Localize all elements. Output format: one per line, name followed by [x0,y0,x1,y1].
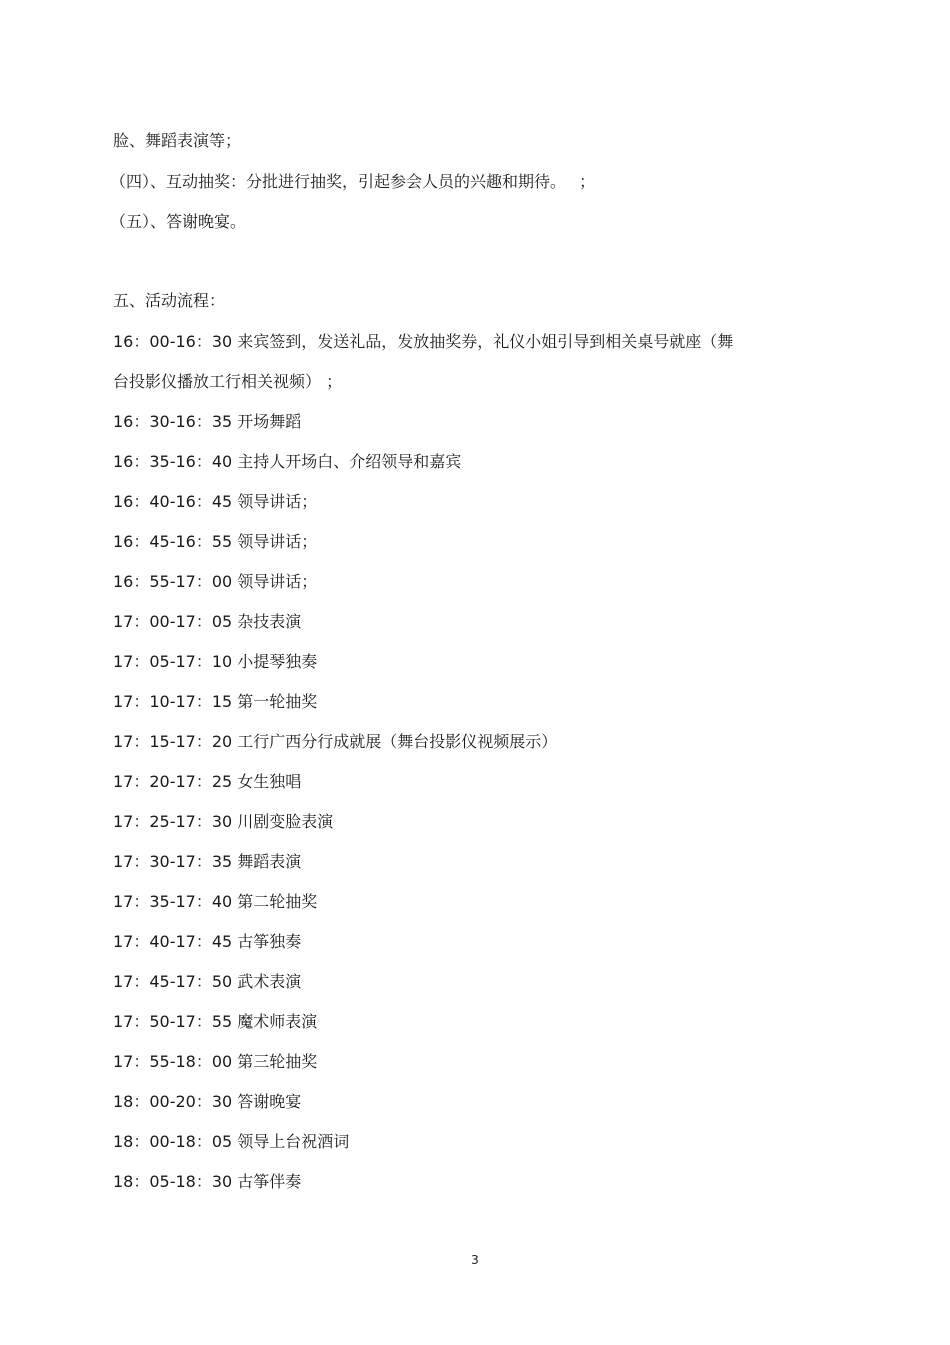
schedule-row: 17：30-17：35 舞蹈表演 [113,852,302,871]
schedule-row: 17：50-17：55 魔术师表演 [113,1012,318,1031]
intro-line: 脸、舞蹈表演等； [113,131,242,150]
page-number: 3 [471,1253,479,1267]
schedule-row: 16：35-16：40 主持人开场白、介绍领导和嘉宾 [113,452,462,471]
schedule-row: 17：20-17：25 女生独唱 [113,772,302,791]
schedule-row: 18：05-18：30 古筝伴奏 [113,1172,302,1191]
schedule-row: 17：55-18：00 第三轮抽奖 [113,1052,318,1071]
schedule-row: 16：45-16：55 领导讲话； [113,532,318,551]
intro-line: （四）、互动抽奖：分批进行抽奖，引起参会人员的兴趣和期待。 ； [110,172,596,191]
schedule-row: 18：00-18：05 领导上台祝酒词 [113,1132,350,1151]
schedule-row: 17：45-17：50 武术表演 [113,972,302,991]
schedule-row: 17：05-17：10 小提琴独奏 [113,652,318,671]
schedule-row: 17：00-17：05 杂技表演 [113,612,302,631]
intro-line: （五）、答谢晚宴。 [110,212,247,231]
schedule-row: 18：00-20：30 答谢晚宴 [113,1092,302,1111]
schedule-row: 16：30-16：35 开场舞蹈 [113,412,302,431]
schedule-row: 16：55-17：00 领导讲话； [113,572,318,591]
schedule-row: 16：40-16：45 领导讲话； [113,492,318,511]
schedule-row: 16：00-16：30 来宾签到，发送礼品，发放抽奖券，礼仪小姐引导到相关桌号就座（舞 [113,332,734,351]
section-title: 五、活动流程： [113,291,226,310]
schedule-row: 17：40-17：45 古筝独奏 [113,932,302,951]
schedule-row: 17：35-17：40 第二轮抽奖 [113,892,318,911]
schedule-row: 17：15-17：20 工行广西分行成就展（舞台投影仪视频展示） [113,732,558,751]
schedule-row-continuation: 台投影仪播放工行相关视频） ； [113,372,343,391]
schedule-row: 17：10-17：15 第一轮抽奖 [113,692,318,711]
schedule-row: 17：25-17：30 川剧变脸表演 [113,812,334,831]
